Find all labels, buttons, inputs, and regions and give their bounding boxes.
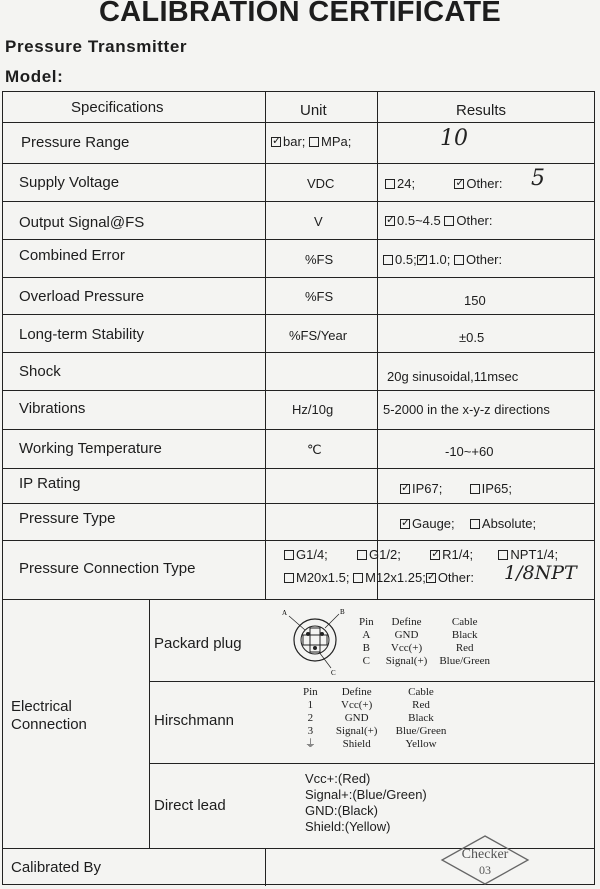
connection-type-row1: G1/4; G1/2; ✓ R1/4; NPT1/4; <box>284 547 558 562</box>
stamp-text-1: Checker <box>461 847 509 862</box>
direct-lead-line: Vcc+:(Red) <box>305 771 371 786</box>
connection-type-other-value: 1/8NPT <box>504 562 577 584</box>
checkbox-icon[interactable] <box>383 255 393 265</box>
checkbox-icon[interactable] <box>498 550 508 560</box>
checkbox-checked-icon[interactable] <box>385 216 395 226</box>
checkbox-checked-icon[interactable] <box>271 137 281 147</box>
packard-label: Packard plug <box>154 635 242 652</box>
checkbox-icon[interactable] <box>385 179 395 189</box>
working-temp-label: Working Temperature <box>19 440 162 457</box>
stability-label: Long-term Stability <box>19 326 145 343</box>
direct-lead-line: GND:(Black) <box>305 803 378 818</box>
shock-label: Shock <box>19 363 61 380</box>
calibrated-by-label: Calibrated By <box>11 859 102 876</box>
checkbox-checked-icon[interactable] <box>400 484 410 494</box>
checkbox-icon[interactable] <box>284 550 294 560</box>
pressure-type-label: Pressure Type <box>19 510 116 527</box>
vibrations-label: Vibrations <box>19 400 86 417</box>
checkbox-icon[interactable] <box>353 573 363 583</box>
supply-voltage-options: 24; ✓ Other: <box>385 176 502 191</box>
packard-pin-table <box>353 616 496 668</box>
vibrations-value: 5-2000 in the x-y-z directions <box>383 402 550 417</box>
combined-error-label: Combined Error <box>19 247 125 264</box>
packard-pin-header: Pin <box>359 616 374 628</box>
packard-diagram-letter-b: B <box>340 608 345 616</box>
hirschmann-label: Hirschmann <box>154 712 235 729</box>
checkbox-icon[interactable] <box>309 137 319 147</box>
checkbox-icon[interactable] <box>454 255 464 265</box>
table-row: C Signal(+) Blue/Green <box>362 655 491 667</box>
hirschmann-cable-header: Cable <box>408 686 434 698</box>
checkbox-checked-icon[interactable] <box>426 573 436 583</box>
checker-stamp <box>440 834 530 886</box>
packard-define-header: Define <box>391 616 422 628</box>
checkbox-icon[interactable] <box>357 550 367 560</box>
checkbox-icon[interactable] <box>444 216 454 226</box>
checkbox-icon[interactable] <box>284 573 294 583</box>
table-row: ⏚ Shield Yellow <box>297 738 452 751</box>
hirschmann-pin-header: Pin <box>303 686 318 698</box>
ip-rating-label: IP Rating <box>19 475 81 492</box>
table-row: 1 Vcc(+) Red <box>307 699 430 711</box>
output-signal-label: Output Signal@FS <box>19 214 145 231</box>
packard-plug-diagram <box>281 606 351 676</box>
table-row: B Vcc(+) Red <box>362 642 474 654</box>
checkbox-checked-icon[interactable] <box>417 255 427 265</box>
checkbox-checked-icon[interactable] <box>454 179 464 189</box>
electrical-label-2: Connection <box>11 716 87 733</box>
hirschmann-define-header: Define <box>341 686 372 698</box>
vibrations-unit: Hz/10g <box>292 402 334 417</box>
checkbox-checked-icon[interactable] <box>430 550 440 560</box>
packard-diagram-letter-a: A <box>282 609 288 617</box>
direct-lead-line: Signal+:(Blue/Green) <box>305 787 427 802</box>
header-unit: Unit <box>300 102 327 119</box>
header-spec: Specifications <box>71 99 164 116</box>
ground-icon: ⏚ <box>304 738 316 750</box>
supply-voltage-other-value: 5 <box>531 166 545 191</box>
connection-type-row2: M20x1.5; M12x1.25;✓ Other: <box>284 570 474 585</box>
header-results: Results <box>456 102 507 119</box>
table-row: A GND Black <box>362 629 478 641</box>
checkbox-checked-icon[interactable] <box>400 519 410 529</box>
direct-lead-label: Direct lead <box>154 797 226 814</box>
supply-voltage-label: Supply Voltage <box>19 174 120 191</box>
model-label: Model: <box>5 67 64 86</box>
hirschmann-pin-table <box>297 686 452 751</box>
product-subtitle: Pressure Transmitter <box>5 37 188 56</box>
working-temp-unit: ℃ <box>307 442 322 457</box>
certificate-title: CALIBRATION CERTIFICATE <box>98 0 502 28</box>
direct-lead-line: Shield:(Yellow) <box>305 819 391 834</box>
pressure-range-value: 10 <box>440 126 468 151</box>
shock-value: 20g sinusoidal,11msec <box>387 369 519 384</box>
electrical-label-1: Electrical <box>11 698 72 715</box>
combined-error-unit: %FS <box>305 252 334 267</box>
table-row: 3 Signal(+) Blue/Green <box>307 725 447 737</box>
spec-table <box>2 91 595 885</box>
checkbox-icon[interactable] <box>470 484 480 494</box>
packard-cable-header: Cable <box>451 616 478 628</box>
stability-unit: %FS/Year <box>289 328 348 343</box>
supply-voltage-unit: VDC <box>307 176 335 191</box>
overload-value: 150 <box>464 293 486 308</box>
output-signal-unit: V <box>314 214 323 229</box>
checkbox-icon[interactable] <box>470 519 480 529</box>
packard-diagram-letter-c: C <box>331 669 336 676</box>
pressure-range-label: Pressure Range <box>21 134 130 151</box>
table-row: 2 GND Black <box>307 712 434 724</box>
stability-value: ±0.5 <box>459 330 485 345</box>
overload-label: Overload Pressure <box>19 288 145 305</box>
overload-unit: %FS <box>305 289 334 304</box>
output-signal-options: ✓ 0.5~4.5 Other: <box>385 213 493 228</box>
combined-error-options: 0.5;✓ 1.0; Other: <box>383 252 502 267</box>
connection-type-label: Pressure Connection Type <box>19 560 196 577</box>
pressure-type-options: ✓ Gauge; Absolute; <box>400 516 536 531</box>
stamp-text-2: 03 <box>479 863 491 877</box>
pressure-range-unit: ✓ bar; MPa; <box>271 134 351 149</box>
ip-rating-options: ✓ IP67; IP65; <box>400 481 512 496</box>
working-temp-value: -10~+60 <box>445 444 494 459</box>
